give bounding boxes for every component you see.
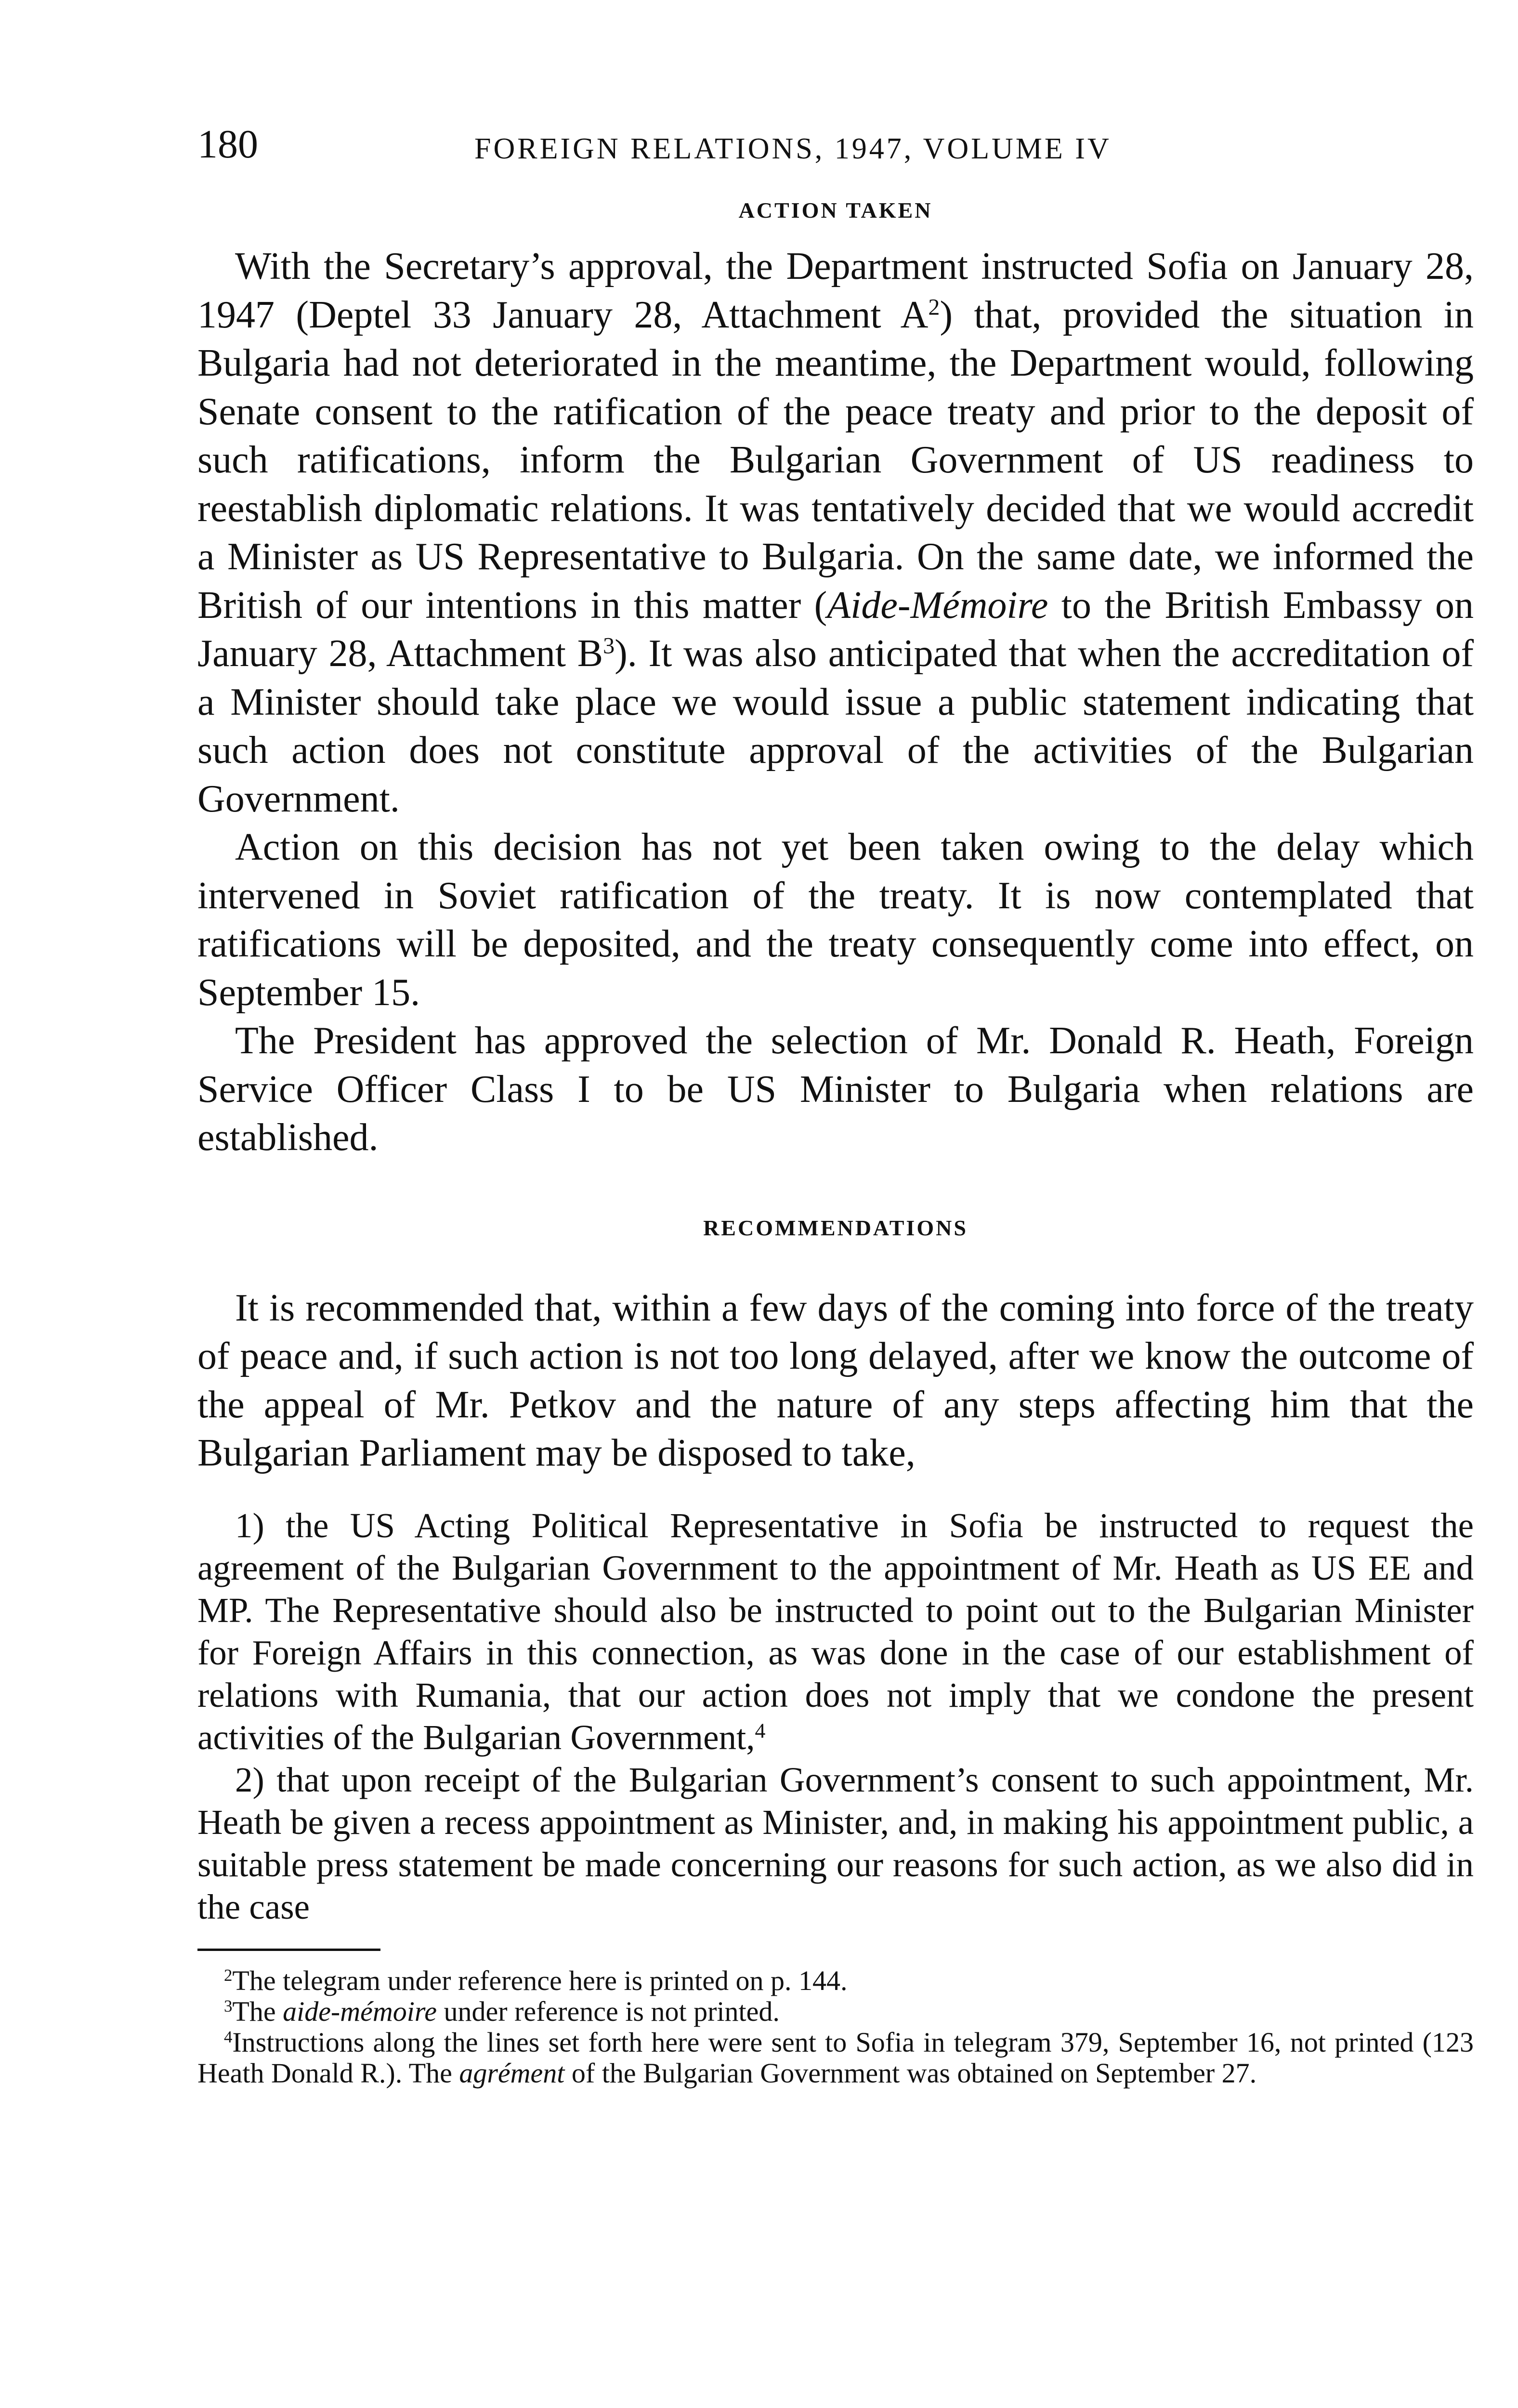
recommendation-item-1: [197, 1505, 1474, 1759]
footnote-text: Instructions along the lines set forth here were sent to Sofia in telegram 379, September 16, not printed (123 Heath Donald R.). The: [197, 2026, 1474, 2089]
paragraph-text: ). It was also anticipated that when the accreditation of a Minister should take place we would issue a public statement indicating that such action does not constitute approval of the activities of the Bulgarian Government.: [197, 632, 1474, 820]
footnote-4: [197, 2027, 1474, 2089]
running-title: FOREIGN RELATIONS, 1947, VOLUME IV: [474, 132, 1112, 165]
action-paragraph-3: The President has approved the selection of Mr. Donald R. Heath, Foreign Service Officer Class I to be US Minister to Bulgaria when relations are established.: [197, 1020, 1474, 1159]
footnote-ref-4: 4: [755, 1719, 766, 1742]
running-head: [197, 120, 1474, 173]
footnote-divider: [197, 1949, 380, 1951]
document-page: [197, 120, 1474, 2089]
action-paragraph-2: Action on this decision has not yet been taken owing to the delay which intervened in Soviet ratification of the treaty. It is now contemplated that ratifications will be deposited, and the treaty consequently come into effect, on September 15.: [197, 826, 1474, 1014]
footnote-italic: agrément: [459, 2057, 565, 2089]
footnote-number: 2: [224, 1965, 233, 1985]
page-number: 180: [197, 122, 258, 167]
footnote-text: of the Bulgarian Government was obtained on September 27.: [564, 2057, 1257, 2089]
aide-memoire-italic: Aide-Mémoire: [827, 584, 1048, 627]
footnote-ref-2: 2: [928, 294, 940, 320]
footnote-text: The telegram under reference here is printed on p. 144.: [232, 1964, 848, 1996]
footnote-text: under reference is not printed.: [437, 1995, 780, 2027]
footnote-number: 4: [224, 2027, 233, 2046]
recommendation-item-2: 2) that upon receipt of the Bulgarian Government’s consent to such appointment, Mr. Heath be given a recess appointment as Minister, and, in making his appointment public, a suitable press statement be made concerning our reasons for such action, as we also did in the case: [197, 1760, 1474, 1926]
footnote-2: [197, 1965, 1474, 1996]
action-taken-heading: ACTION TAKEN: [738, 198, 933, 222]
action-paragraph-1: [197, 242, 1474, 823]
paragraph-text: With the Secretary’s approval, the Department instructed Sofia on January 28, 1947 (Deptel 33 January 28, Attachment A: [197, 245, 1474, 336]
footnote-3: [197, 1996, 1474, 2027]
footnote-text: The: [232, 1995, 283, 2027]
recommendations-heading: RECOMMENDATIONS: [703, 1215, 968, 1240]
recommendation-text: 1) the US Acting Political Representative in Sofia be instructed to request the agreement of the Bulgarian Government to the appointment of Mr. Heath as US EE and MP. The Representative should also be instructed to point out to the Bulgarian Minister for Foreign Affairs in this connection, as was done in the case of our establishment of relations with Rumania, that our action does not imply that we condone the present activities of the Bulgarian Government,: [197, 1505, 1474, 1757]
footnote-ref-3: 3: [603, 633, 615, 659]
paragraph-text: to the British Embassy on January 28, Attachment B: [197, 584, 1474, 675]
paragraph-text: ) that, provided the situation in Bulgaria had not deteriorated in the meantime, the Department would, following Senate consent to the ratification of the peace treaty and prior to the deposit of such ratifications, inform the Bulgarian Government of US readiness to reestablish diplomatic relations. It was tentatively decided that we would accredit a Minister as US Representative to Bulgaria. On the same date, we informed the British of our intentions in this matter (: [197, 293, 1474, 627]
footnote-italic: aide-mémoire: [283, 1995, 437, 2027]
recommendations-intro: It is recommended that, within a few days of the coming into force of the treaty of peace and, if such action is not too long delayed, after we know the outcome of the appeal of Mr. Petkov and the nature of any steps affecting him that the Bulgarian Parliament may be disposed to take,: [197, 1286, 1474, 1474]
footnote-number: 3: [224, 1996, 233, 2015]
